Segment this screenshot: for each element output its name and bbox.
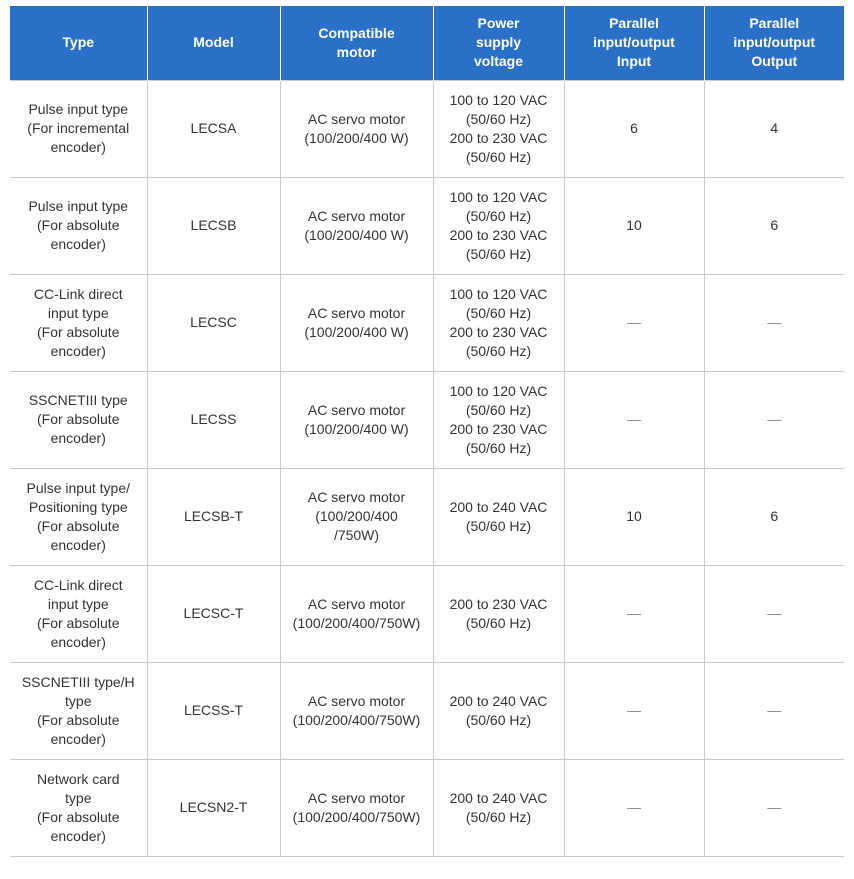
cell-text-line: (50/60 Hz)	[465, 614, 532, 631]
cell-compatible-motor	[280, 80, 433, 177]
cell-text-line: encoder)	[50, 827, 106, 844]
cell-value: —	[627, 411, 641, 427]
cell-text-line: (For absolute	[37, 323, 120, 340]
cell-text-line: Pulse input type	[28, 101, 129, 117]
cell-parallel-output	[704, 80, 844, 177]
table-body	[10, 80, 844, 856]
cell-value: LECSC-T	[183, 605, 244, 621]
cell-parallel-input	[564, 371, 704, 468]
cell-text-line: encoder)	[50, 430, 106, 446]
spec-table	[10, 6, 844, 857]
table-row	[10, 565, 844, 662]
header-text-line: input/output	[593, 34, 675, 51]
cell-model	[147, 80, 280, 177]
cell-value: —	[767, 411, 782, 427]
cell-power-supply-voltage	[433, 759, 564, 856]
cell-value: 10	[626, 508, 642, 524]
cell-value: LECSA	[190, 120, 237, 136]
cell-text-line: (50/60 Hz)	[465, 401, 532, 418]
cell-power-supply-voltage	[433, 177, 564, 274]
cell-text-line: CC-Link direct	[33, 576, 123, 593]
cell-model	[147, 274, 280, 371]
header-compatible-motor	[280, 6, 433, 80]
header-text-line: Model	[193, 34, 234, 51]
cell-text-line: 200 to 230 VAC	[449, 420, 548, 437]
cell-text-line: encoder)	[50, 139, 106, 155]
cell-text-line: CC-Link direct	[33, 285, 123, 302]
header-power-supply-voltage	[433, 6, 564, 80]
cell-type	[10, 759, 147, 856]
cell-type	[10, 177, 147, 274]
cell-value: LECSS-T	[183, 702, 244, 718]
cell-text-line: 100 to 120 VAC	[449, 285, 548, 302]
cell-power-supply-voltage	[433, 80, 564, 177]
cell-compatible-motor	[280, 662, 433, 759]
header-parallel-input	[564, 6, 704, 80]
cell-text-line: Pulse input type	[28, 198, 129, 214]
cell-value: LECSN2-T	[179, 799, 248, 815]
cell-parallel-output	[704, 371, 844, 468]
cell-parallel-output	[704, 565, 844, 662]
cell-text-line: AC servo motor	[307, 401, 406, 418]
cell-parallel-output	[704, 274, 844, 371]
cell-text-line: (100/200/400 W)	[304, 323, 409, 340]
cell-text-line: (50/60 Hz)	[465, 110, 532, 127]
cell-text-line: 200 to 230 VAC	[449, 129, 548, 146]
cell-value: —	[767, 702, 782, 718]
table-row	[10, 177, 844, 274]
cell-compatible-motor	[280, 468, 433, 565]
cell-text-line: encoder)	[50, 730, 106, 747]
cell-model	[147, 177, 280, 274]
cell-compatible-motor	[280, 371, 433, 468]
cell-power-supply-voltage	[433, 371, 564, 468]
cell-text-line: encoder)	[50, 236, 106, 252]
cell-power-supply-voltage	[433, 662, 564, 759]
cell-value: —	[627, 702, 641, 718]
cell-text-line: 200 to 240 VAC	[449, 498, 548, 515]
cell-value: —	[627, 605, 641, 621]
table-row	[10, 662, 844, 759]
cell-text-line: input type	[47, 304, 109, 321]
table-row	[10, 80, 844, 177]
cell-text-line: (For absolute	[37, 217, 120, 233]
cell-parallel-output	[704, 759, 844, 856]
cell-value: 6	[630, 120, 638, 136]
cell-text-line: (50/60 Hz)	[465, 304, 532, 321]
cell-text-line: 200 to 240 VAC	[449, 789, 548, 806]
cell-text-line: SSCNETIII type	[28, 392, 128, 408]
table-row	[10, 468, 844, 565]
cell-text-line: (100/200/400 W)	[304, 129, 409, 146]
header-model	[147, 6, 280, 80]
cell-compatible-motor	[280, 274, 433, 371]
cell-text-line: 200 to 230 VAC	[449, 226, 548, 243]
cell-text-line: AC servo motor	[307, 304, 406, 321]
cell-parallel-output	[704, 468, 844, 565]
cell-model	[147, 662, 280, 759]
cell-text-line: 100 to 120 VAC	[449, 382, 548, 399]
cell-type	[10, 371, 147, 468]
cell-text-line: Pulse input type/	[26, 479, 130, 496]
cell-text-line: type	[65, 789, 92, 806]
cell-value: LECSB	[190, 217, 237, 233]
cell-text-line: (100/200/400 W)	[304, 420, 409, 437]
cell-text-line: (For incremental	[27, 120, 130, 136]
header-text-line: motor	[336, 43, 377, 60]
cell-parallel-input	[564, 759, 704, 856]
header-text-line: Parallel	[749, 15, 800, 32]
cell-text-line: AC servo motor	[307, 489, 406, 505]
cell-model	[147, 371, 280, 468]
cell-value: LECSC	[190, 314, 237, 330]
cell-text-line: (50/60 Hz)	[465, 711, 532, 728]
table-row	[10, 371, 844, 468]
cell-compatible-motor	[280, 759, 433, 856]
cell-text-line: 200 to 240 VAC	[449, 692, 548, 709]
cell-parallel-input	[564, 177, 704, 274]
cell-power-supply-voltage	[433, 274, 564, 371]
cell-parallel-output	[704, 177, 844, 274]
cell-type	[10, 80, 147, 177]
cell-text-line: 200 to 230 VAC	[449, 323, 548, 340]
cell-text-line: (50/60 Hz)	[465, 439, 532, 456]
cell-type	[10, 274, 147, 371]
cell-text-line: (50/60 Hz)	[465, 207, 532, 224]
header-text-line: Input	[616, 53, 652, 70]
cell-parallel-input	[564, 468, 704, 565]
cell-text-line: (50/60 Hz)	[465, 808, 532, 825]
cell-compatible-motor	[280, 565, 433, 662]
header-text-line: Type	[62, 34, 95, 51]
cell-text-line: (For absolute	[37, 614, 120, 631]
cell-value: —	[627, 799, 641, 815]
cell-text-line: (100/200/400	[315, 508, 398, 524]
header-text-line: Power	[477, 15, 520, 32]
cell-value: —	[767, 799, 782, 815]
cell-text-line: encoder)	[50, 342, 106, 359]
cell-text-line: (100/200/400/750W)	[292, 808, 421, 825]
header-text-line: voltage	[473, 53, 523, 70]
cell-text-line: input type	[47, 595, 109, 612]
cell-text-line: type	[65, 692, 92, 709]
cell-text-line: AC servo motor	[307, 692, 406, 709]
cell-type	[10, 468, 147, 565]
table-row	[10, 759, 844, 856]
cell-parallel-input	[564, 662, 704, 759]
cell-text-line: (50/60 Hz)	[465, 148, 532, 165]
cell-value: LECSB-T	[183, 508, 244, 524]
cell-parallel-output	[704, 662, 844, 759]
header-text-line: Compatible	[318, 24, 395, 41]
header-row	[10, 6, 844, 80]
cell-value: 4	[770, 120, 779, 136]
cell-value: —	[767, 605, 782, 621]
cell-text-line: 100 to 120 VAC	[449, 188, 548, 205]
cell-text-line: (50/60 Hz)	[465, 517, 532, 534]
header-text-line: Parallel	[609, 15, 659, 32]
cell-power-supply-voltage	[433, 468, 564, 565]
cell-text-line: (100/200/400 W)	[304, 226, 409, 243]
cell-compatible-motor	[280, 177, 433, 274]
cell-text-line: Positioning type	[28, 498, 128, 515]
cell-text-line: (For absolute	[37, 517, 120, 534]
cell-text-line: Network card	[37, 770, 120, 787]
cell-value: LECSS	[190, 411, 237, 427]
cell-text-line: /750W)	[333, 527, 380, 543]
cell-text-line: (100/200/400/750W)	[292, 711, 421, 728]
cell-model	[147, 468, 280, 565]
cell-value: 6	[770, 508, 779, 524]
cell-text-line: (For absolute	[37, 411, 120, 427]
cell-model	[147, 565, 280, 662]
cell-text-line: AC servo motor	[307, 110, 406, 127]
header-text-line: supply	[475, 34, 522, 51]
cell-power-supply-voltage	[433, 565, 564, 662]
cell-type	[10, 662, 147, 759]
cell-value: —	[627, 314, 641, 330]
cell-value: —	[767, 314, 782, 330]
cell-parallel-input	[564, 565, 704, 662]
cell-text-line: encoder)	[50, 536, 106, 553]
cell-parallel-input	[564, 80, 704, 177]
cell-text-line: encoder)	[50, 633, 106, 650]
cell-text-line: AC servo motor	[307, 595, 406, 612]
header-text-line: input/output	[733, 34, 816, 51]
header-type	[10, 6, 147, 80]
cell-text-line: (For absolute	[37, 808, 120, 825]
header-parallel-output	[704, 6, 844, 80]
cell-text-line: (50/60 Hz)	[465, 245, 532, 262]
cell-text-line: AC servo motor	[307, 207, 406, 224]
cell-text-line: 200 to 230 VAC	[449, 595, 548, 612]
cell-model	[147, 759, 280, 856]
cell-text-line: AC servo motor	[307, 789, 406, 806]
cell-text-line: (50/60 Hz)	[465, 342, 532, 359]
cell-type	[10, 565, 147, 662]
cell-text-line: 100 to 120 VAC	[449, 91, 548, 108]
cell-text-line: (100/200/400/750W)	[292, 614, 421, 631]
cell-parallel-input	[564, 274, 704, 371]
cell-value: 6	[770, 217, 779, 233]
cell-value: 10	[626, 217, 642, 233]
cell-text-line: (For absolute	[37, 711, 120, 728]
header-text-line: Output	[751, 53, 798, 70]
table-row	[10, 274, 844, 371]
cell-text-line: SSCNETIII type/H	[21, 673, 135, 690]
